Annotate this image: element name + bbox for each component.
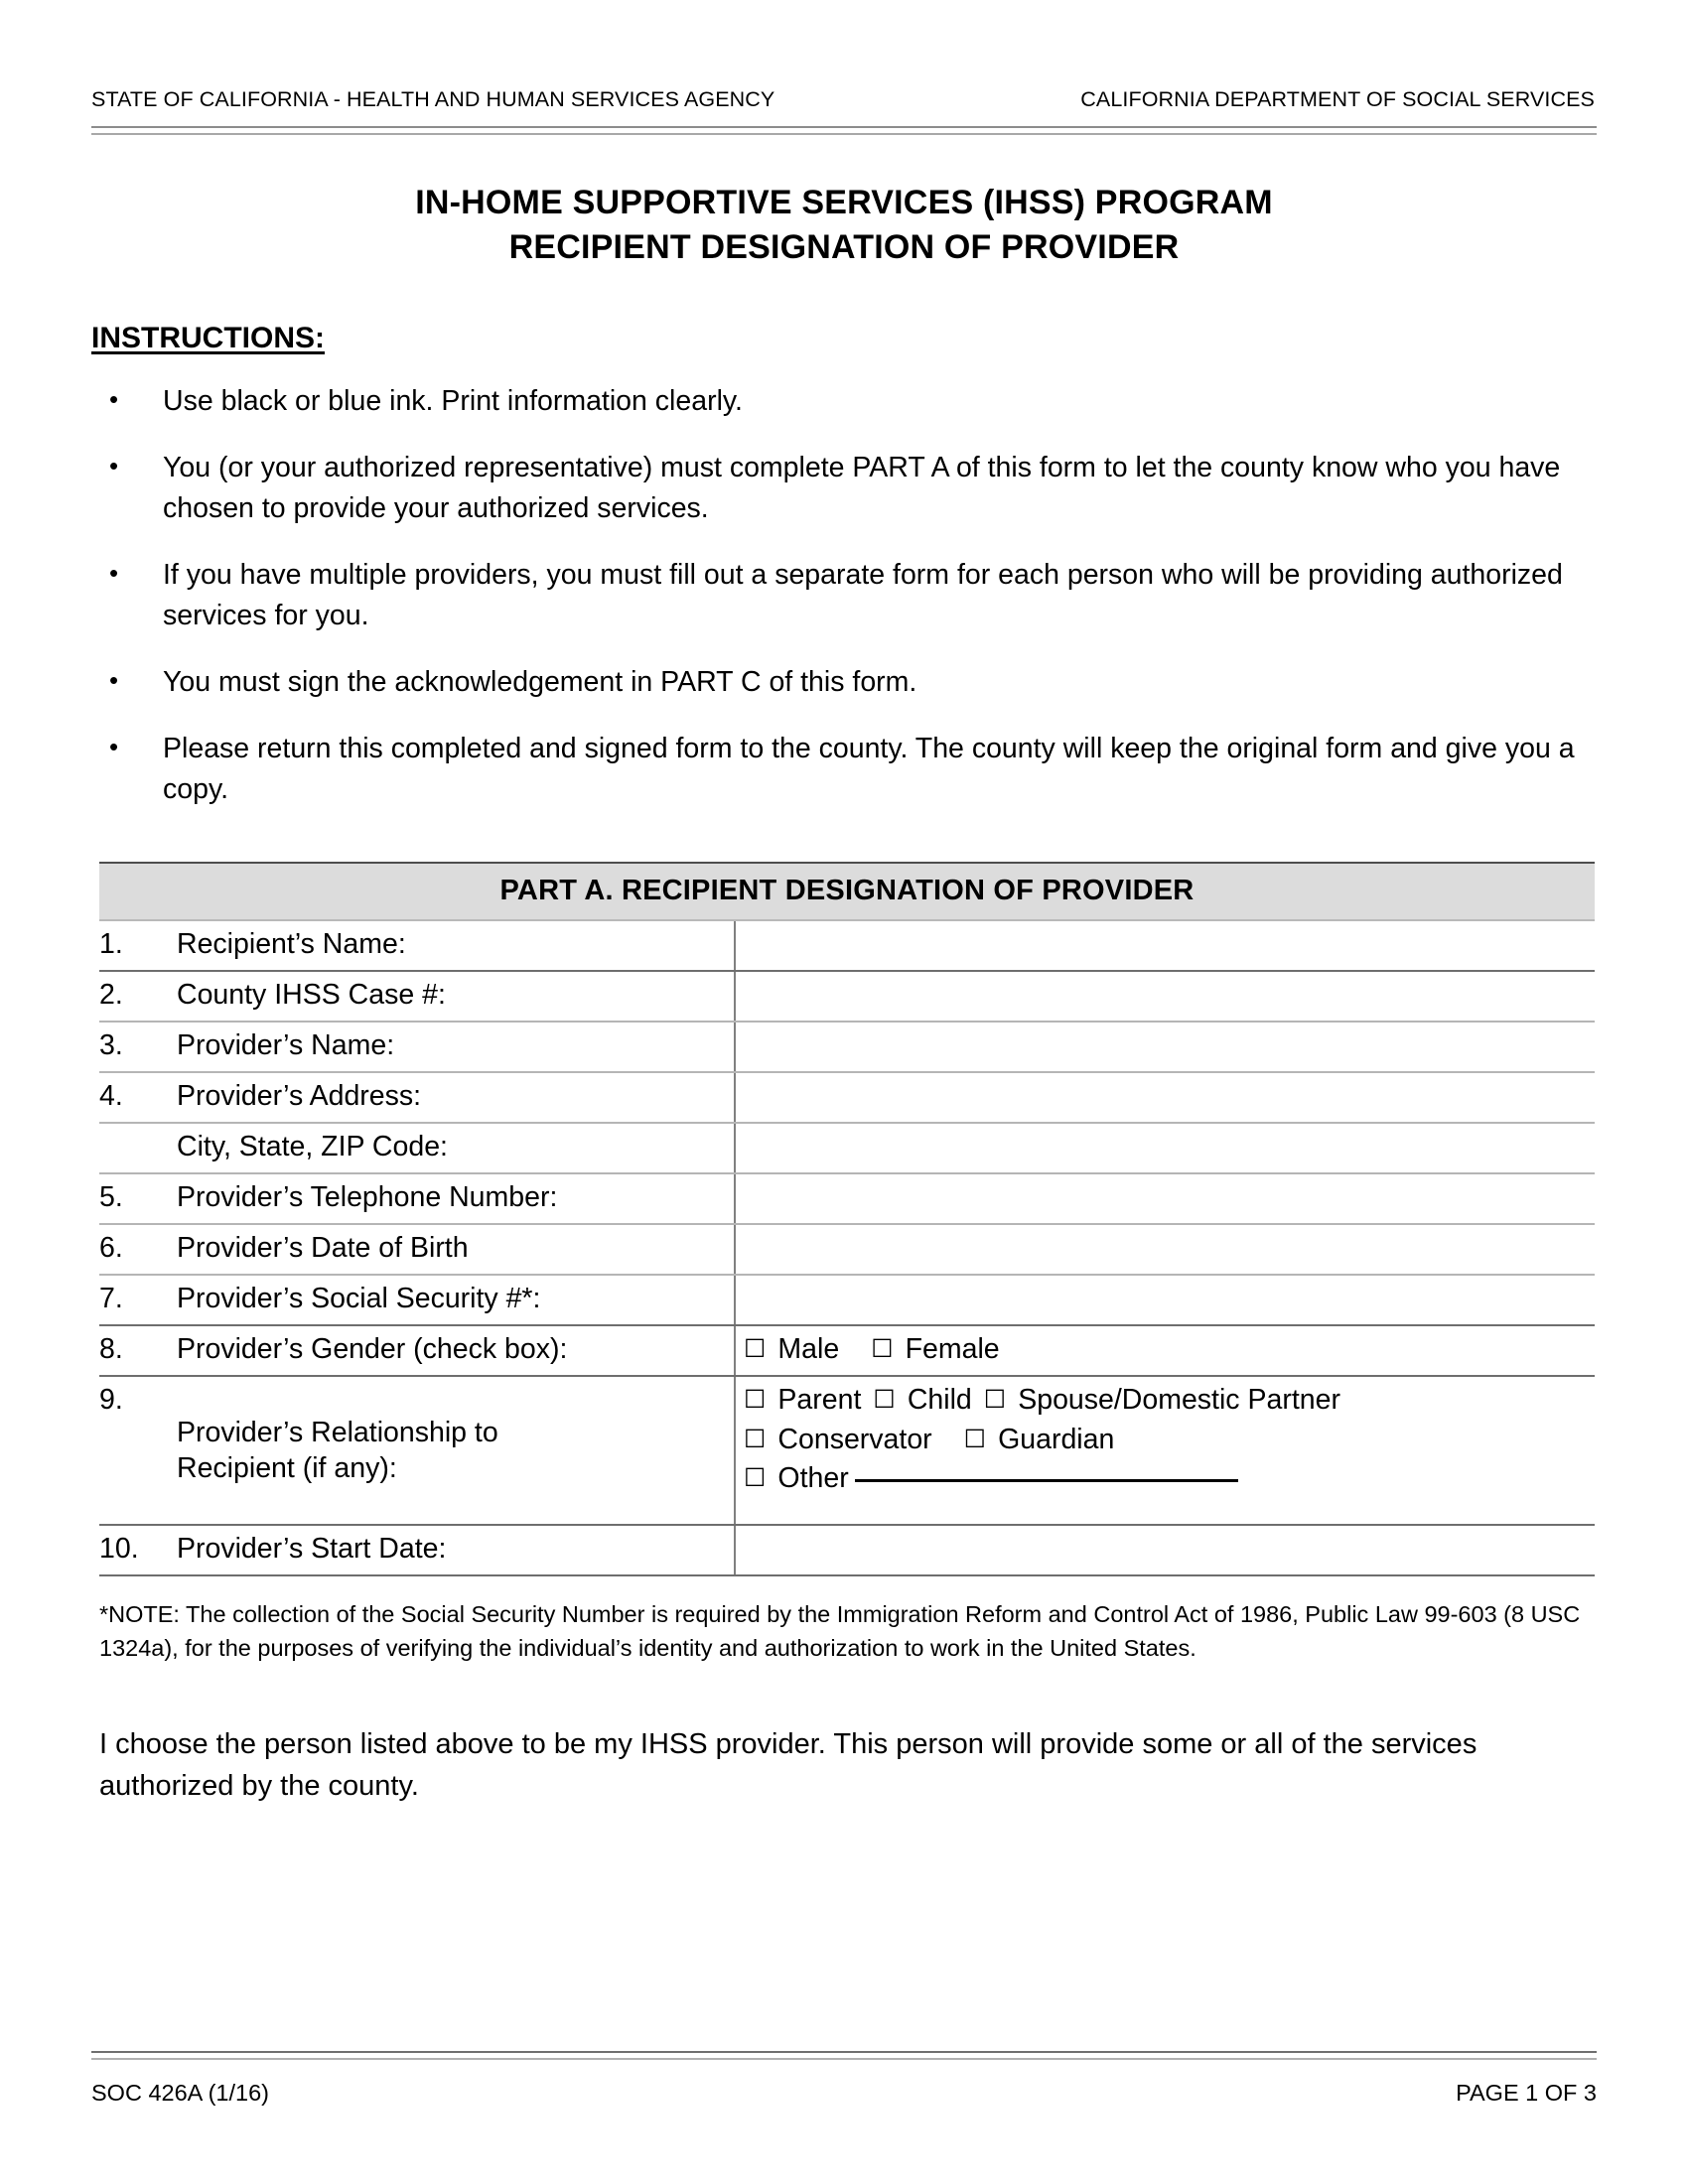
relationship-option-label[interactable]: Other	[777, 1462, 849, 1494]
provider-name-field[interactable]	[735, 1022, 1595, 1072]
agency-name-left: STATE OF CALIFORNIA - HEALTH AND HUMAN SERVICES AGENCY	[91, 87, 775, 111]
row-label-line2: Recipient (if any):	[177, 1452, 397, 1485]
footer-divider	[91, 2051, 1597, 2060]
checkbox-parent-icon[interactable]: ☐	[744, 1385, 767, 1414]
table-row	[99, 921, 1595, 971]
document-header	[91, 0, 1597, 112]
row-label-cell	[99, 1275, 735, 1325]
row-label-line1: Provider’s Relationship to	[177, 1417, 498, 1448]
checkbox-male-icon[interactable]: ☐	[744, 1334, 767, 1363]
bullet-icon: •	[109, 664, 119, 695]
row-label: Provider’s Gender (check box):	[177, 1333, 568, 1365]
relationship-option-label[interactable]: Child	[907, 1384, 972, 1416]
table-row	[99, 971, 1595, 1022]
provider-ssn-field[interactable]	[735, 1275, 1595, 1325]
table-row	[99, 1173, 1595, 1224]
page-number: PAGE 1 OF 3	[1456, 2080, 1597, 2106]
bullet-icon: •	[109, 731, 119, 761]
instructions-heading: INSTRUCTIONS:	[91, 321, 325, 354]
checkbox-spouse-icon[interactable]: ☐	[983, 1385, 1007, 1414]
ssn-note: *NOTE: The collection of the Social Security Number is required by the Immigration Reform and Control Act of 1986, Public Law 99-603 (8 USC 1324a), for the purposes of verifying the individual’s identity and authorization to work in the United States.	[99, 1601, 1581, 1661]
page-title-line1: IN-HOME SUPPORTIVE SERVICES (IHSS) PROGRAM	[415, 184, 1273, 221]
row-label-cell	[99, 1325, 735, 1376]
instruction-item	[91, 555, 1597, 636]
instruction-item	[91, 448, 1597, 529]
row-number: 9.	[99, 1384, 123, 1416]
provider-gender-cell	[735, 1325, 1595, 1376]
row-label-cell	[99, 1173, 735, 1224]
provider-address-field[interactable]	[735, 1072, 1595, 1123]
row-number: 8.	[99, 1333, 123, 1365]
row-label: Recipient’s Name:	[177, 928, 406, 960]
provider-dob-field[interactable]	[735, 1224, 1595, 1275]
table-row	[99, 1022, 1595, 1072]
instruction-item	[91, 729, 1597, 810]
row-number: 4.	[99, 1080, 123, 1112]
table-row	[99, 1275, 1595, 1325]
provider-relationship-cell	[735, 1376, 1595, 1525]
row-label: Provider’s Social Security #*:	[177, 1283, 541, 1314]
part-a-section	[99, 862, 1595, 1576]
row-label: Provider’s Address:	[177, 1080, 422, 1112]
page-title	[91, 181, 1597, 270]
row-number: 2.	[99, 979, 123, 1011]
instruction-text: Please return this completed and signed form to the county. The county will keep the original form and give you a copy.	[163, 732, 1575, 805]
row-number: 6.	[99, 1232, 123, 1264]
row-label-cell	[99, 1224, 735, 1275]
row-label-cell	[99, 921, 735, 971]
row-label: Provider’s Date of Birth	[177, 1232, 469, 1264]
relationship-option-label[interactable]: Conservator	[777, 1423, 932, 1455]
row-number: 10.	[99, 1533, 139, 1565]
row-label: City, State, ZIP Code:	[177, 1131, 448, 1162]
instruction-text: Use black or blue ink. Print information clearly.	[163, 384, 743, 417]
page-title-line2: RECIPIENT DESIGNATION OF PROVIDER	[508, 227, 1180, 266]
table-row	[99, 1325, 1595, 1376]
relationship-options	[736, 1377, 1595, 1493]
row-number: 5.	[99, 1181, 123, 1213]
relationship-other-input[interactable]	[855, 1479, 1238, 1482]
relationship-option-label[interactable]: Spouse/Domestic Partner	[1018, 1384, 1340, 1416]
agency-name-right: CALIFORNIA DEPARTMENT OF SOCIAL SERVICES	[1080, 87, 1595, 111]
relationship-option-label[interactable]: Guardian	[998, 1423, 1115, 1455]
header-divider	[91, 126, 1597, 135]
table-row	[99, 1376, 1595, 1525]
checkbox-female-icon[interactable]: ☐	[871, 1334, 894, 1363]
bullet-icon: •	[109, 383, 119, 414]
relationship-options-row-2	[744, 1423, 1595, 1455]
row-label-cell	[99, 971, 735, 1022]
instructions-list	[91, 381, 1597, 810]
instructions-section	[91, 270, 1597, 810]
row-label: Provider’s Telephone Number:	[177, 1181, 558, 1213]
row-label-cell	[99, 1072, 735, 1123]
provider-city-state-zip-field[interactable]	[735, 1123, 1595, 1173]
provider-telephone-field[interactable]	[735, 1173, 1595, 1224]
instruction-text: You (or your authorized representative) must complete PART A of this form to let the county know who you have chosen to provide your authorized services.	[163, 451, 1561, 524]
checkbox-other-icon[interactable]: ☐	[744, 1463, 767, 1492]
checkbox-conservator-icon[interactable]: ☐	[744, 1424, 767, 1453]
row-label	[177, 1415, 693, 1487]
gender-options	[736, 1326, 1595, 1364]
gender-option-label[interactable]: Female	[905, 1333, 1000, 1365]
row-label: County IHSS Case #:	[177, 979, 446, 1011]
relationship-option-label[interactable]: Parent	[777, 1384, 862, 1416]
table-row	[99, 1123, 1595, 1173]
bullet-icon: •	[109, 557, 119, 588]
county-case-number-field[interactable]	[735, 971, 1595, 1022]
form-id: SOC 426A (1/16)	[91, 2080, 269, 2106]
row-label-cell	[99, 1123, 735, 1173]
instruction-text: You must sign the acknowledgement in PART C of this form.	[163, 665, 917, 698]
relationship-options-row-3	[744, 1464, 1595, 1493]
row-label: Provider’s Name:	[177, 1029, 395, 1061]
checkbox-guardian-icon[interactable]: ☐	[963, 1424, 987, 1453]
bullet-icon: •	[109, 450, 119, 480]
instruction-item	[91, 381, 1597, 422]
part-a-title: PART A. RECIPIENT DESIGNATION OF PROVIDER	[99, 862, 1595, 921]
row-label: Provider’s Start Date:	[177, 1533, 447, 1565]
row-number: 3.	[99, 1029, 123, 1061]
row-label-cell	[99, 1376, 735, 1525]
gender-option-label[interactable]: Male	[777, 1333, 840, 1365]
instruction-item	[91, 662, 1597, 703]
row-number: 7.	[99, 1283, 123, 1314]
table-row	[99, 1525, 1595, 1575]
row-label-cell	[99, 1022, 735, 1072]
closing-statement: I choose the person listed above to be my IHSS provider. This person will provide some or all of the services authorized by the county.	[99, 1727, 1477, 1802]
checkbox-child-icon[interactable]: ☐	[873, 1385, 896, 1414]
provider-start-date-field[interactable]	[735, 1525, 1595, 1575]
recipient-name-field[interactable]	[735, 921, 1595, 971]
row-number: 1.	[99, 928, 123, 960]
document-footer	[91, 2051, 1597, 2107]
row-label-cell	[99, 1525, 735, 1575]
part-a-table	[99, 921, 1595, 1576]
table-row	[99, 1072, 1595, 1123]
instruction-text: If you have multiple providers, you must fill out a separate form for each person who will be providing authorized services for you.	[163, 558, 1563, 631]
table-row	[99, 1224, 1595, 1275]
relationship-options-row-1	[744, 1386, 1595, 1415]
